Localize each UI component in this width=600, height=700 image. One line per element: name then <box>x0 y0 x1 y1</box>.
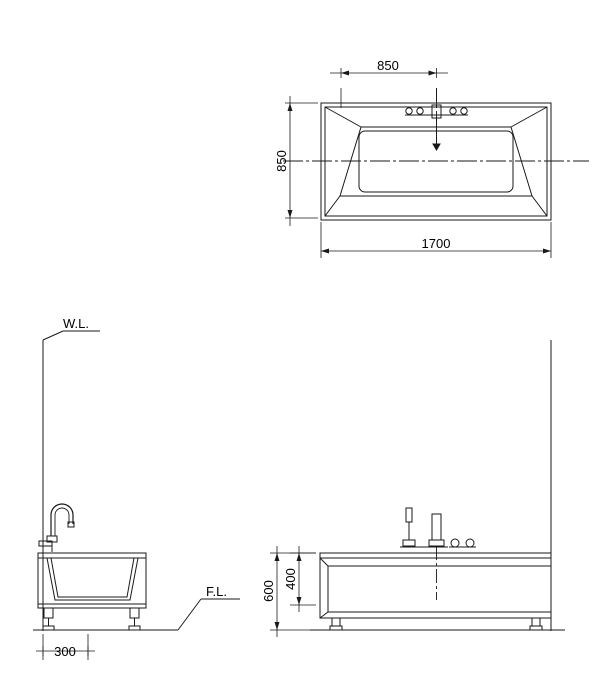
front-view-faucet-group <box>400 508 476 547</box>
dimension-side-300 <box>36 634 95 660</box>
dimension-top-850-horizontal <box>330 58 448 108</box>
side-view-wl-label: W.L. <box>63 316 90 331</box>
faucet-hand-shower-icon <box>406 508 412 522</box>
dimension-label-side-300: 300 <box>54 644 76 659</box>
dimension-label-front-400: 400 <box>283 568 298 590</box>
faucet-handle-icon <box>450 108 456 114</box>
side-view-fl-leader <box>178 599 201 630</box>
dimension-front-400 <box>283 546 316 612</box>
faucet-handle-icon <box>461 108 467 114</box>
dimension-label-top-850-horizontal: 850 <box>377 58 399 73</box>
side-view-fl-label: F.L. <box>206 584 227 599</box>
dimension-label-top-1700: 1700 <box>421 236 451 251</box>
side-view-left <box>33 316 240 660</box>
side-view-basin-inner <box>47 558 138 600</box>
front-view-legs <box>330 618 542 630</box>
side-view-legs <box>43 608 140 630</box>
faucet-handle-icon <box>451 539 459 547</box>
faucet-spout-curve-inner <box>55 508 69 536</box>
side-view-basin-inner2 <box>51 558 134 597</box>
faucet-spout-base-icon <box>429 540 444 546</box>
faucet-spout-icon <box>432 514 441 540</box>
faucet-handle-icon <box>417 108 423 114</box>
top-view-chamfer-br <box>532 196 547 216</box>
faucet-shower-base-icon <box>403 540 415 546</box>
top-view-chamfer-bl <box>325 196 340 216</box>
front-view-apron-chamfer-left-b <box>320 612 328 618</box>
dimension-top-1700 <box>321 222 551 258</box>
faucet-spout-curve <box>51 504 73 536</box>
top-view-chamfer-tl <box>325 107 361 127</box>
dimension-label-front-600: 600 <box>261 580 276 602</box>
side-view-faucet-group <box>39 504 74 552</box>
top-view <box>274 58 589 258</box>
dimension-label-top-850-vertical: 850 <box>274 150 289 172</box>
top-view-chamfer-tr <box>511 107 547 127</box>
faucet-handle-icon <box>466 539 474 547</box>
faucet-handle-icon <box>406 108 412 114</box>
side-view-wl-leader <box>43 331 63 340</box>
front-view <box>261 340 565 637</box>
dimension-front-600 <box>261 546 316 637</box>
front-view-tub-outline <box>320 553 551 618</box>
front-view-apron-chamfer-left <box>320 558 328 566</box>
